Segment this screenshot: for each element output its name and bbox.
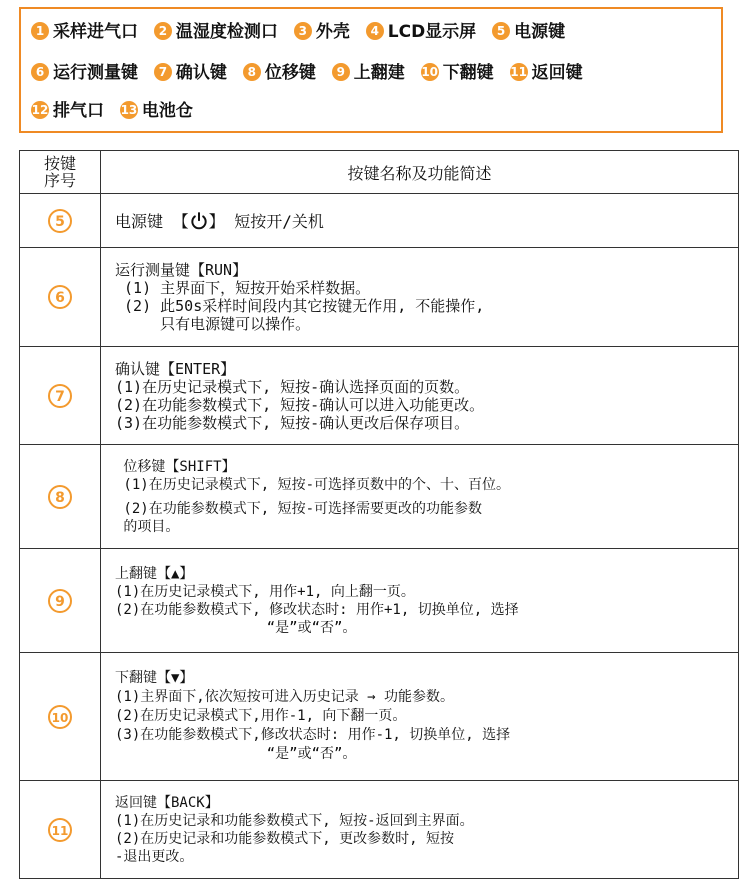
description-line: 位移键【SHIFT】: [115, 458, 236, 475]
key-description: [101, 653, 739, 781]
table-row: [20, 549, 739, 653]
description-line: 下翻键【▼】: [115, 670, 194, 686]
description-line: 上翻键【▲】: [115, 565, 194, 582]
header-key-number-line2: 序号: [43, 171, 76, 190]
description-line: 的项目。: [115, 518, 180, 535]
key-function-table: [19, 150, 739, 879]
legend-item: [510, 58, 583, 88]
key-number-badge: 6: [48, 285, 72, 309]
legend-label: 确认键: [175, 63, 227, 83]
legend-label: 上翻建: [353, 63, 405, 83]
key-description: [101, 445, 739, 549]
legend-label: 外壳: [315, 22, 350, 42]
legend-number-badge: 9: [332, 63, 350, 81]
legend-item: [154, 58, 227, 88]
legend-number-badge: 12: [31, 103, 49, 117]
legend-number-badge: 13: [120, 103, 138, 117]
legend-label: 排气口: [53, 101, 104, 121]
legend-label: LCD显示屏: [387, 22, 477, 42]
legend-item: [332, 58, 405, 88]
power-key-function: 】 短按开/关机: [208, 211, 324, 231]
description-line: (2)在功能参数模式下, 修改状态时: 用作+1, 切换单位, 选择: [115, 601, 519, 618]
description-line: -退出更改。: [115, 848, 194, 865]
description-line: (3)在功能参数模式下,修改状态时: 用作-1, 切换单位, 选择: [115, 727, 511, 743]
key-number-cell: [20, 194, 101, 248]
description-line: (2)在历史记录和功能参数模式下, 更改参数时, 短按: [115, 830, 454, 847]
legend-item: [294, 17, 350, 47]
table-row: [20, 445, 739, 549]
legend-label: 电源键: [514, 22, 566, 42]
legend-label: 电池仓: [141, 101, 193, 121]
header-description: 按键名称及功能简述: [101, 151, 739, 194]
description-line: “是”或“否”。: [115, 619, 357, 636]
key-number-cell: [20, 347, 101, 445]
key-number-badge: 9: [48, 589, 72, 613]
legend-number-badge: 8: [243, 63, 261, 81]
legend-line-1: [31, 17, 575, 47]
description-line: (1)在历史记录模式下, 短按-确认选择页面的页数。: [115, 377, 470, 396]
key-description: [101, 549, 739, 653]
description-line: (1) 主界面下，短按开始采样数据。: [115, 279, 371, 297]
legend-line-2: [31, 58, 593, 88]
key-number-badge: 5: [48, 209, 72, 233]
description-line: 返回键【BACK】: [115, 794, 219, 811]
key-number-cell: [20, 781, 101, 879]
legend-number-badge: 7: [154, 63, 172, 81]
legend-number-badge: 3: [294, 22, 312, 40]
legend-item: [31, 17, 138, 47]
key-number-badge: 8: [48, 485, 72, 509]
table-header-row: [20, 151, 739, 194]
legend-number-badge: 1: [31, 22, 49, 40]
power-key-label: 电源键 【: [115, 211, 189, 231]
key-number-cell: [20, 445, 101, 549]
description-line: (1)在历史记录和功能参数模式下, 短按-返回到主界面。: [115, 812, 474, 829]
description-line: (3)在功能参数模式下, 短按-确认更改后保存项目。: [115, 413, 470, 432]
table-row: [20, 653, 739, 781]
description-line: (2)在功能参数模式下, 短按-确认可以进入功能更改。: [115, 395, 485, 414]
description-line: “是”或“否”。: [115, 746, 357, 762]
legend-box: [19, 7, 723, 133]
key-description: [101, 781, 739, 879]
key-number-cell: [20, 248, 101, 347]
legend-label: 运行测量键: [53, 63, 138, 83]
legend-item: [492, 17, 565, 47]
key-number-badge: 10: [48, 705, 72, 729]
description-line: 只有电源键可以操作。: [115, 315, 311, 333]
legend-number-badge: 10: [421, 65, 439, 79]
legend-item: [120, 96, 193, 126]
key-number-cell: [20, 549, 101, 653]
description-line: (1)在历史记录模式下, 短按-可选择页数中的个、十、百位。: [115, 476, 510, 493]
legend-number-badge: 6: [31, 63, 49, 81]
key-number-badge: 7: [48, 384, 72, 408]
legend-item: [154, 17, 278, 47]
key-description: [101, 347, 739, 445]
legend-label: 位移键: [264, 63, 316, 83]
description-line: (2)在历史记录模式下,用作-1, 向下翻一页。: [115, 708, 407, 724]
key-number-badge: 11: [48, 818, 72, 842]
legend-item: [366, 17, 476, 47]
table-row: [20, 248, 739, 347]
description-line: 运行测量键【RUN】: [115, 261, 248, 279]
legend-item: [31, 96, 104, 126]
description-line: (1)主界面下,依次短按可进入历史记录 → 功能参数。: [115, 689, 454, 705]
table-row: [20, 781, 739, 879]
header-key-number: [20, 151, 101, 194]
legend-item: [421, 58, 494, 88]
legend-item: [31, 58, 138, 88]
table-row: [20, 194, 739, 248]
legend-label: 温湿度检测口: [175, 22, 278, 42]
description-line: (2)在功能参数模式下, 短按-可选择需要更改的功能参数: [115, 500, 482, 517]
power-icon: [189, 211, 209, 231]
legend-number-badge: 4: [366, 22, 384, 40]
legend-line-3: [31, 96, 203, 126]
legend-label: 采样进气口: [53, 22, 138, 42]
key-number-cell: [20, 653, 101, 781]
legend-number-badge: 5: [492, 22, 510, 40]
description-line: (1)在历史记录模式下, 用作+1, 向上翻一页。: [115, 583, 415, 600]
description-line: (2) 此50s采样时间段内其它按键无作用, 不能操作,: [115, 297, 485, 315]
legend-label: 返回键: [531, 63, 583, 83]
key-description: [101, 248, 739, 347]
description-line: 确认键【ENTER】: [115, 359, 236, 378]
header-key-number-line1: 按键: [43, 154, 76, 173]
legend-item: [243, 58, 316, 88]
legend-number-badge: 11: [510, 65, 527, 79]
legend-label: 下翻键: [442, 63, 494, 83]
key-description: [101, 194, 739, 248]
legend-number-badge: 2: [154, 22, 172, 40]
table-row: [20, 347, 739, 445]
